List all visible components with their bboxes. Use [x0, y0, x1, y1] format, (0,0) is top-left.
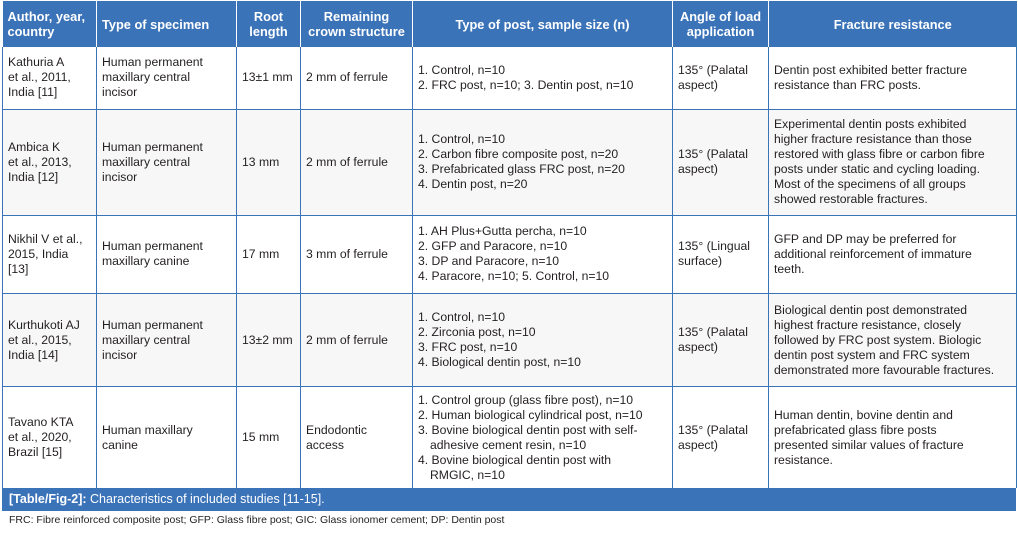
post-cell-line: 3. Bovine biological dentin post with self- [418, 422, 638, 437]
fracture-cell [769, 294, 1017, 387]
author-cell-line: Tavano KTA [8, 415, 74, 430]
table-row [3, 47, 1017, 109]
post-cell-line: RMGIC, n=10 [430, 467, 505, 482]
table-caption [2, 488, 1016, 511]
crown-cell-line: 2 mm of ferrule [306, 154, 388, 169]
header-row [3, 1, 1017, 47]
root-length-cell [237, 109, 301, 215]
author-cell-line: Kathuria A [8, 55, 65, 70]
post-cell-line: 3. FRC post, n=10 [418, 340, 518, 355]
table-row [3, 387, 1017, 488]
specimen-cell-line: canine [102, 437, 138, 452]
fracture-cell-line: additional reinforcement of immature [774, 246, 972, 261]
author-cell-line: India [11] [8, 85, 58, 100]
fracture-header [769, 1, 1017, 47]
angle-cell [673, 47, 769, 109]
fracture-cell-line: posts under static and cycling loading. [774, 162, 980, 177]
fracture-cell-line: demonstrated more favourable fractures. [774, 362, 995, 377]
fracture-cell-line: dentin post system and FRC system [774, 347, 970, 362]
specimen-cell [97, 387, 237, 488]
table-body [3, 47, 1017, 488]
fracture-cell-line: GFP and DP may be preferred for [774, 231, 957, 246]
crown-cell-line: access [306, 437, 344, 452]
author-cell [3, 215, 97, 293]
crown-cell [301, 294, 413, 387]
author-cell-line: et al., 2011, [8, 70, 71, 85]
angle-cell-line: 135° (Palatal [678, 147, 748, 162]
specimen-cell-line: Human permanent [102, 317, 203, 332]
specimen-cell [97, 109, 237, 215]
specimen-cell-line: maxillary central [102, 154, 191, 169]
specimen-cell-line: maxillary canine [102, 254, 190, 269]
angle-cell-line: 135° (Palatal [678, 62, 748, 77]
angle-cell-line: 135° (Palatal [678, 422, 748, 437]
post-cell [413, 294, 673, 387]
post-cell-line: 1. Control, n=10 [418, 310, 506, 325]
table-row [3, 215, 1017, 293]
fracture-cell-line: showed restorable fractures. [774, 192, 928, 207]
crown-cell-line: 3 mm of ferrule [306, 246, 388, 261]
post-cell [413, 47, 673, 109]
post-cell [413, 387, 673, 488]
post-cell-line: 3. Prefabricated glass FRC post, n=20 [418, 162, 625, 177]
root-length-cell-line: 17 mm [242, 246, 280, 261]
specimen-cell-line: Human maxillary [102, 422, 193, 437]
author-cell-line: Brazil [15] [8, 445, 63, 460]
table-row [3, 109, 1017, 215]
fracture-cell-line: restored with glass fibre or carbon fibre [774, 147, 985, 162]
author-cell-line: Kurthukoti AJ [8, 317, 80, 332]
author-cell [3, 387, 97, 488]
fracture-cell-line: Dentin post exhibited better fracture [774, 62, 968, 77]
fracture-cell-line: prefabricated glass fibre posts [774, 422, 937, 437]
post-cell-line: 4. Biological dentin post, n=10 [418, 355, 581, 370]
crown-header-line: Remaining [323, 9, 390, 24]
crown-cell [301, 47, 413, 109]
post-cell [413, 109, 673, 215]
abbreviations-note: FRC: Fibre reinforced composite post; GFP: Glass fibre post; GIC: Glass ionomer cement; DP: Dentin post [9, 514, 505, 526]
crown-cell [301, 109, 413, 215]
post-cell-line: adhesive cement resin, n=10 [430, 437, 587, 452]
angle-cell [673, 387, 769, 488]
crown-cell-line: 2 mm of ferrule [306, 332, 388, 347]
post-header [413, 1, 673, 47]
post-cell-line: 4. Paracore, n=10; 5. Control, n=10 [418, 269, 610, 284]
post-cell-line: 1. Control, n=10 [418, 132, 506, 147]
root-length-cell-line: 13±2 mm [242, 332, 293, 347]
author-cell-line: et al., 2020, [8, 430, 72, 445]
angle-cell-line: 135° (Palatal [678, 325, 748, 340]
author-cell-line: India [14] [8, 347, 59, 362]
angle-cell-line: 135° (Lingual [678, 239, 750, 254]
author-cell [3, 109, 97, 215]
post-cell-line: 1. Control group (glass fibre post), n=10 [418, 392, 634, 407]
post-cell-line: 2. Carbon fibre composite post, n=20 [418, 147, 619, 162]
studies-table [2, 1, 1017, 488]
specimen-cell-line: maxillary central [102, 332, 191, 347]
specimen-cell-line: maxillary central [102, 70, 191, 85]
specimen-cell-line: incisor [102, 85, 138, 100]
crown-cell [301, 387, 413, 488]
table-row [3, 294, 1017, 387]
specimen-cell [97, 215, 237, 293]
author-header [3, 1, 97, 47]
fracture-cell-line: teeth. [774, 261, 805, 276]
specimen-cell [97, 294, 237, 387]
angle-cell [673, 109, 769, 215]
crown-header-line: crown structure [308, 24, 405, 39]
fracture-cell-line: Most of the specimens of all groups [774, 177, 966, 192]
angle-cell-line: aspect) [678, 77, 718, 92]
fracture-cell-line: resistance than FRC posts. [774, 77, 921, 92]
fracture-cell [769, 47, 1017, 109]
fracture-cell-line: resistance. [774, 452, 833, 467]
post-cell-line: 4. Bovine biological dentin post with [418, 452, 612, 467]
author-header-line: Author, year, [7, 9, 86, 24]
crown-cell-line: 2 mm of ferrule [306, 70, 388, 85]
author-cell-line: Nikhil V et al., [8, 231, 83, 246]
fracture-cell-line: followed by FRC post system. Biologic [774, 332, 982, 347]
specimen-cell-line: Human permanent [102, 239, 203, 254]
post-header-line: Type of post, sample size (n) [455, 16, 630, 32]
root-length-cell [237, 387, 301, 488]
post-cell-line: 1. AH Plus+Gutta percha, n=10 [418, 224, 587, 239]
root-length-cell [237, 215, 301, 293]
caption-text: Characteristics of included studies [11-15]. [90, 492, 325, 506]
crown-header [301, 1, 413, 47]
root-length-cell-line: 15 mm [242, 430, 280, 445]
post-cell-line: 1. Control, n=10 [418, 62, 506, 77]
root-length-cell [237, 294, 301, 387]
post-cell-line: 2. Human biological cylindrical post, n=10 [418, 407, 643, 422]
author-cell-line: et al., 2015, [8, 332, 72, 347]
specimen-header [97, 1, 237, 47]
specimen-cell-line: incisor [102, 169, 138, 184]
author-cell-line: [13] [8, 261, 29, 276]
post-cell-line: 2. Zirconia post, n=10 [418, 325, 536, 340]
author-cell [3, 294, 97, 387]
angle-cell [673, 294, 769, 387]
fracture-header-line: Fracture resistance [833, 16, 952, 32]
root-length-header-line: Root [253, 9, 284, 24]
specimen-header-line: Type of specimen [102, 16, 210, 32]
fracture-cell-line: Biological dentin post demonstrated [774, 302, 968, 317]
root-length-cell [237, 47, 301, 109]
angle-cell-line: aspect) [678, 340, 718, 355]
specimen-cell-line: incisor [102, 347, 138, 362]
author-header-line: country [7, 24, 55, 39]
author-cell-line: et al., 2013, [8, 154, 72, 169]
author-cell [3, 47, 97, 109]
author-cell-line: Ambica K [8, 139, 61, 154]
author-cell-line: India [12] [8, 169, 59, 184]
fracture-cell-line: Experimental dentin posts exhibited [774, 117, 967, 132]
fracture-cell-line: highest fracture resistance, closely [774, 317, 961, 332]
post-cell-line: 2. FRC post, n=10; 3. Dentin post, n=10 [418, 77, 634, 92]
angle-header-line: Angle of load [679, 9, 762, 24]
fracture-cell [769, 215, 1017, 293]
fracture-cell [769, 109, 1017, 215]
fracture-cell-line: presented similar values of fracture [774, 437, 964, 452]
angle-cell-line: surface) [678, 254, 723, 269]
root-length-header [237, 1, 301, 47]
angle-cell-line: aspect) [678, 162, 718, 177]
post-cell-line: 4. Dentin post, n=20 [418, 177, 528, 192]
author-cell-line: 2015, India [8, 246, 69, 261]
fracture-cell-line: higher fracture resistance than those [774, 132, 972, 147]
post-cell [413, 215, 673, 293]
angle-cell-line: aspect) [678, 437, 718, 452]
post-cell-line: 2. GFP and Paracore, n=10 [418, 239, 568, 254]
specimen-cell [97, 47, 237, 109]
root-length-header-line: length [249, 24, 288, 39]
angle-header-line: application [686, 24, 755, 39]
caption-tag: [Table/Fig-2]: [9, 492, 87, 506]
angle-cell [673, 215, 769, 293]
root-length-cell-line: 13±1 mm [242, 70, 293, 85]
crown-cell-line: Endodontic [306, 422, 367, 437]
specimen-cell-line: Human permanent [102, 55, 203, 70]
fracture-cell [769, 387, 1017, 488]
fracture-cell-line: Human dentin, bovine dentin and [774, 407, 953, 422]
post-cell-line: 3. DP and Paracore, n=10 [418, 254, 560, 269]
root-length-cell-line: 13 mm [242, 154, 280, 169]
crown-cell [301, 215, 413, 293]
angle-header [673, 1, 769, 47]
specimen-cell-line: Human permanent [102, 139, 203, 154]
